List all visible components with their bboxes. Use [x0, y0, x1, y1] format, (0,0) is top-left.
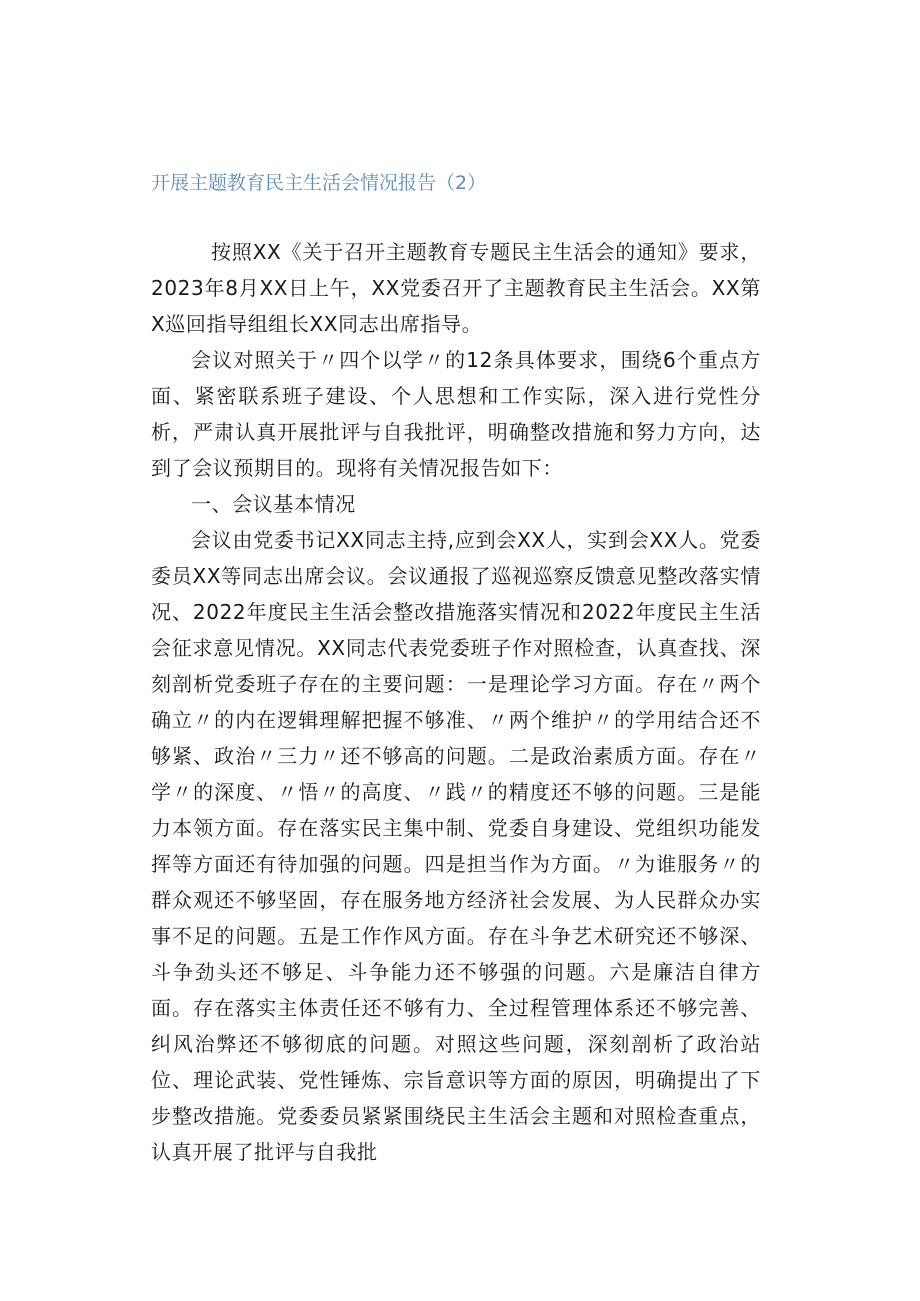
document-body — [151, 234, 761, 1170]
paragraph-meeting-notice: 按照XX《关于召开主题教育专题民主生活会的通知》要求，2023年8月XX日上午，XX党委召开了主题教育民主生活会。XX第X巡回指导组组长XX同志出席指导。 — [151, 240, 761, 336]
paragraph-basic-info: 会议由党委书记XX同志主持,应到会XX人，实到会XX人。党委委员XX等同志出席会议。会议通报了巡视巡察反馈意见整改落实情况、2022年度民主生活会整改措施落实情况和2022年度民主生活会征求意见情况。XX同志代表党委班子作对照检查，认真查找、深刻剖析党委班子存在的主要问题：一是理论学习方面。存在〃两个确立〃的内在逻辑理解把握不够准、〃两个维护〃的学用结合还不够紧、政治〃三力〃还不够高的问题。二是政治素质方面。存在〃学〃的深度、〃悟〃的高度、〃践〃的精度还不够的问题。三是能力本领方面。存在落实民主集中制、党委自身建设、党组织功能发挥等方面还有待加强的问题。四是担当作为方面。〃为谁服务〃的群众观还不够坚固，存在服务地方经济社会发展、为人民群众办实事不足的问题。五是工作作风方面。存在斗争艺术研究还不够深、斗争劲头还不够足、斗争能力还不够强的问题。六是廉洁自律方面。存在落实主体责任还不够有力、全过程管理体系还不够完善、纠风治弊还不够彻底的问题。对照这些问题，深刻剖析了政治站位、理论武装、党性锤炼、宗旨意识等方面的原因，明确提出了下步整改措施。党委委员紧紧围绕民主生活会主题和对照检查重点，认真开展了批评与自我批 — [151, 528, 761, 1164]
section-heading-basic-info: 一、会议基本情况 — [191, 492, 356, 516]
paragraph-meeting-summary: 会议对照关于〃四个以学〃的12条具体要求，围绕6个重点方面、紧密联系班子建设、个人思想和工作实际，深入进行党性分析，严肃认真开展批评与自我批评，明确整改措施和努力方向，达到了会议预期目的。现将有关情况报告如下： — [151, 348, 761, 480]
document-title: 开展主题教育民主生活会情况报告（2） — [151, 172, 487, 194]
